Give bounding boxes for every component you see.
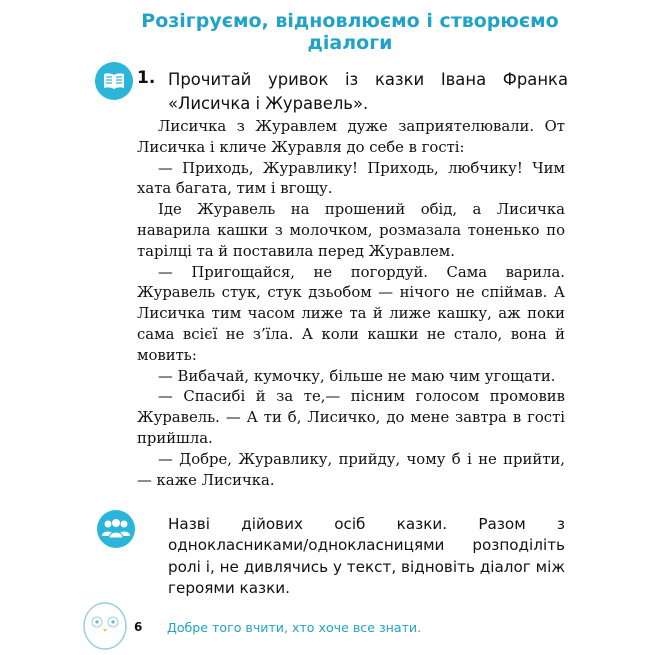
- story-paragraph: Лисичка з Журавлем дуже заприятелювали. От Лисичка і кличе Журавля до себе в гості:: [137, 118, 565, 156]
- footer-proverb: Добре того вчити, хто хоче все знати.: [167, 620, 422, 635]
- exercise-instruction: Прочитай уривок із казки Івана Франка «Лисичка і Журавель».: [168, 70, 568, 113]
- story-paragraph: — Пригощайся, не погордуй. Сама варила. Журавель стук, стук дзьобом — нічого не спіймав. А Лисичка тим часом лиже та й лиже кашку, аж поки сама всієї не з’їла. А коли кашки не стало, вона й мовить:: [137, 263, 565, 364]
- story-excerpt: [137, 117, 565, 491]
- story-paragraph: — Вибачай, кумочку, більше не маю чим угощати.: [158, 367, 556, 385]
- owl-mascot-icon: [82, 598, 128, 655]
- exercise-number: 1.: [137, 68, 156, 88]
- group-icon: [97, 510, 135, 548]
- book-icon: [95, 62, 133, 100]
- story-paragraph: — Спасибі й за те,— пісним голосом промовив Журавель. — А ти б, Лисичко, до мене завтра в гості прийшла.: [137, 388, 565, 447]
- group-task-text: Назві дійових осіб казки. Разом з однокласниками/однокласницями розподіліть ролі і, не дивлячись у текст, відновіть діалог між героями казки.: [168, 515, 565, 598]
- story-paragraph: Іде Журавель на прошений обід, а Лисичка наварила кашки з молочком, розмазала тоненько по тарілці та й поставила перед Журавлем.: [137, 201, 565, 260]
- section-title: Розігруємо, відновлюємо і створюємо діалоги: [141, 10, 559, 54]
- story-paragraph: — Добре, Журавлику, прийду, чому б і не прийти,— каже Лисичка.: [137, 450, 565, 489]
- story-paragraph: — Приходь, Журавлику! Приходь, любчику! Чим хата багата, тим і вгощу.: [137, 159, 565, 198]
- page-number: 6: [134, 620, 143, 634]
